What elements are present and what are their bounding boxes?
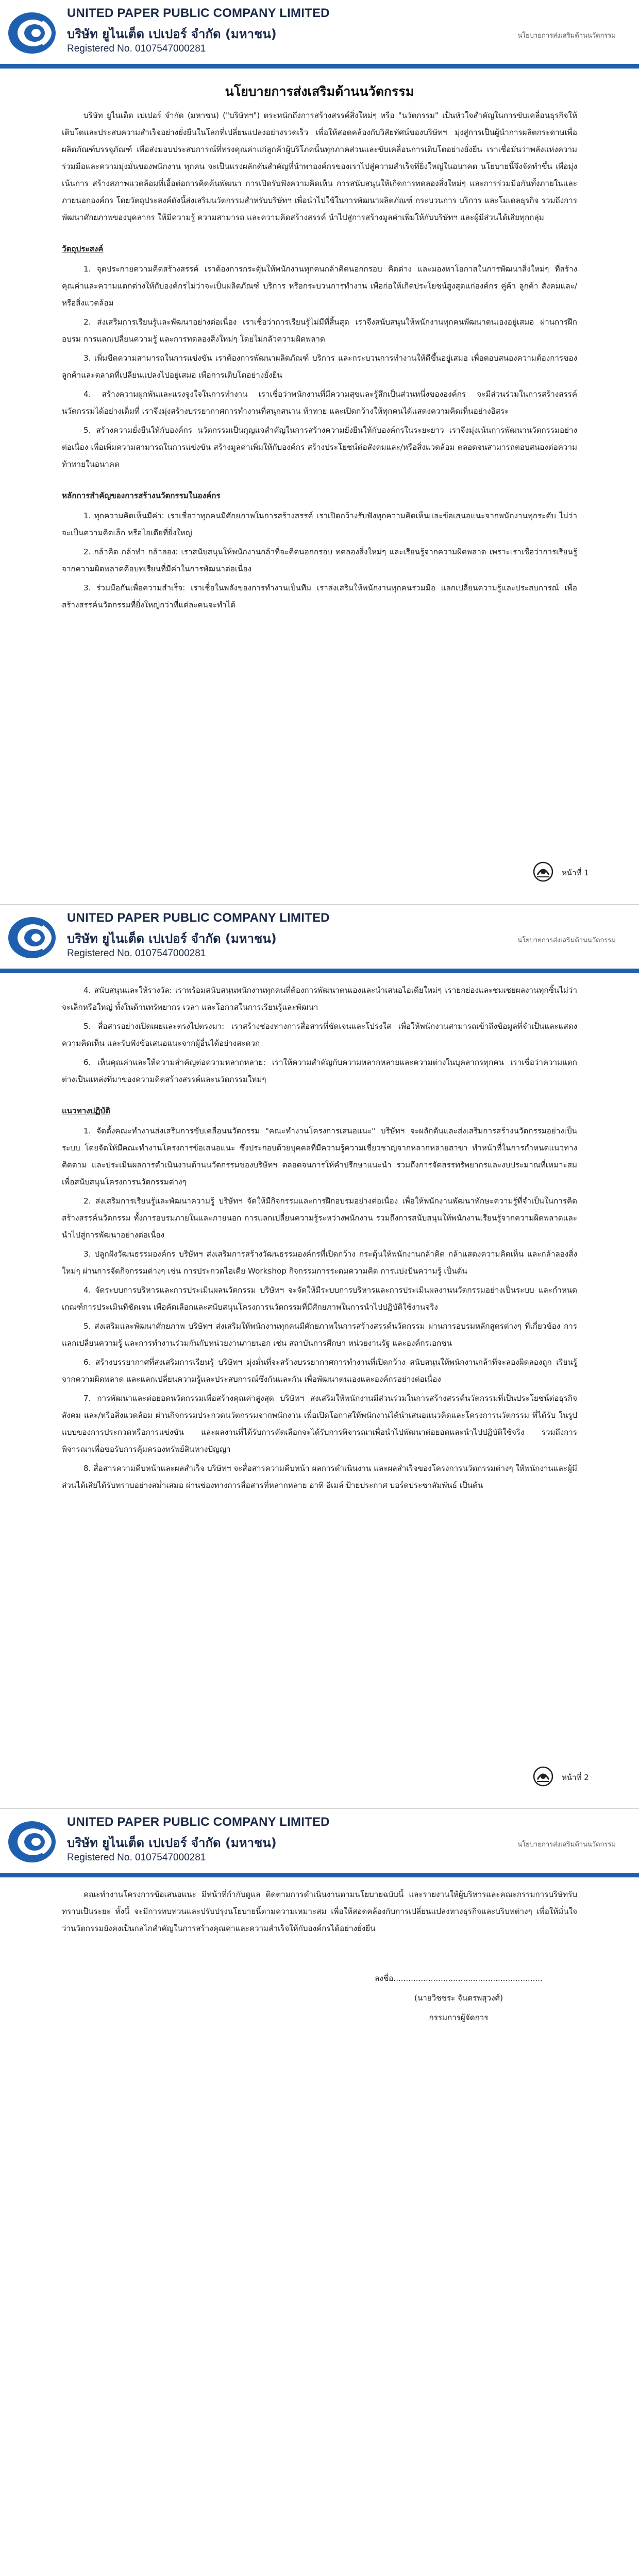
page-header: [0, 905, 639, 982]
principles-heading: หลักการสำคัญของการสร้างนวัตกรรมในองค์กร: [62, 491, 221, 500]
intro-paragraph: บริษัท ยูไนเต็ด เปเปอร์ จำกัด (มหาชน) ("บริษัทฯ") ตระหนักถึงการสร้างสรรค์สิ่งใหม่ๆ หรือ "นวัตกรรม" เป็นหัวใจสำคัญในการขับเคลื่อนธุรกิจให้เติบโตและประสบความสำเร็จอย่างยั่งยืนในโลกที่เปลี่ยนแปลงอย่างรวดเร็ว เพื่อให้สอดคล้องกับวิสัยทัศน์ของบริษัทฯ มุ่งสู่การเป็นผู้นำการผลิตกระดาษเพื่อผลิตภัณฑ์บรรจุภัณฑ์ เพื่อส่งมอบประสบการณ์ที่ทรงคุณค่าแก่ลูกค้าผู้บริโภคนั้นทุกภาคส่วนและขับเคลื่อนการเติบโตอย่างยั่งยืน เราเชื่อมั่นว่าพลังแห่งความร่วมมือและความมุ่งมั่นของพนักงาน ทุกคน จะเป็นแรงผลักดันสำคัญที่นำพาองค์กรของเราไปสู่ความสำเร็จที่ยิ่งใหญ่ในอนาคต นโยบายนี้จึงจัดทำขึ้น เพื่อมุ่งเน้นการ สร้างสภาพแวดล้อมที่เอื้อต่อการคิดค้นพัฒนา การเปิดรับฟังความคิดเห็น การสนับสนุนให้เกิดการทดลองสิ่งใหม่ๆ และการร่วมมือกันทั้งภายในและภายนอกองค์กร โดยวัตถุประสงค์ดังนี้ส่งเสริมนวัตกรรมสำหรับบริษัทฯ เพื่อนำไปใช้ในการพัฒนาผลิตภัณฑ์ กระบวนการ บริการ และโมเดลธุรกิจ รวมถึงการพัฒนาศักยภาพของบุคลากร ให้มีความรู้ ความสามารถ และความคิดสร้างสรรค์ นำไปสู่การสร้างมูลค่าเพิ่มให้กับบริษัทฯ และผู้มีส่วนได้เสียทุกกลุ่ม: [62, 111, 577, 222]
objectives-heading: วัตถุประสงค์: [62, 244, 104, 253]
principle-item: 5. สื่อสารอย่างเปิดเผยและตรงไปตรงมา: เราสร้างช่องทางการสื่อสารที่ชัดเจนและโปร่งใส เพื่อให้พนักงานสามารถเข้าถึงข้อมูลที่จำเป็นและแสดงความคิดเห็น และรับฟังข้อเสนอแนะจากผู้อื่นได้อย่างสะดวก: [62, 1022, 577, 1048]
objective-item: 3. เพิ่มขีดความสามารถในการแข่งขัน เราต้องการพัฒนาผลิตภัณฑ์ บริการ และกระบวนการทำงานให้ดีขึ้นอยู่เสมอ เพื่อตอบสนองความต้องการของลูกค้าและตลาดที่เปลี่ยนแปลงไปอยู่เสมอ เพื่อการเติบโตอย่างยั่งยืน: [62, 353, 577, 380]
guideline-item: 5. ส่งเสริมและพัฒนาศักยภาพ บริษัทฯ ส่งเสริมให้พนักงานทุกคนมีศักยภาพในการสร้างสรรค์นวัตกรรม ผ่านการอบรมหลักสูตรต่างๆ ที่เกี่ยวข้อง การแลกเปลี่ยนความรู้ และการทำงานร่วมกันกับหน่วยงานภายนอก เช่น สถาบันการศึกษา หน่วยงานรัฐ และองค์กรเอกชน: [62, 1321, 577, 1348]
document-title: นโยบายการส่งเสริมด้านนวัตกรรม: [225, 84, 414, 99]
company-name-en: UNITED PAPER PUBLIC COMPANY LIMITED: [67, 1815, 330, 1829]
principle-item: 4. สนับสนุนและให้รางวัล: เราพร้อมสนับสนุนพนักงานทุกคนที่ต้องการพัฒนาตนเองและนำเสนอไอเดียใหม่ๆ เรายกย่องและชมเชยผลงานทุกชิ้นไม่ว่าจะเล็กหรือใหญ่ ทั้งในด้านทรัพยากร เวลา และโอกาสในการเรียนรู้และพัฒนา: [62, 986, 577, 1012]
signatory-name: (นายวิชชระ จันตรพสุวงศ์): [414, 1993, 503, 2003]
guideline-item: 1. จัดตั้งคณะทำงานส่งเสริมการขับเคลื่อนนวัตกรรม "คณะทำงานโครงการเสนอแนะ" บริษัทฯ จะผลักดันและส่งเสริมการสร้างนวัตกรรมอย่างเป็นระบบ โดยจัดให้มีคณะทำงานโครงการข้อเสนอแนะ ซึ่งประกอบด้วยบุคคลที่มีความรู้ความเชี่ยวชาญจากหลากหลายสาขา ทำหน้าที่ในการกำหนดแนวทาง ติดตาม และประเมินผลการดำเนินงานด้านนวัตกรรมของบริษัทฯ ตลอดจนการให้คำปรึกษาแนะนำ รวมถึงการจัดสรรทรัพยากรและงบประมาณที่เหมาะสมเพื่อสนับสนุนโครงการนวัตกรรมต่างๆ: [62, 1126, 577, 1187]
principle-item: 6. เห็นคุณค่าและให้ความสำคัญต่อความหลากหลาย: เราให้ความสำคัญกับความหลากหลายและความต่างในบุคลากรทุกคน เราเชื่อว่าความแตกต่างเป็นแหล่งที่มาของความคิดสร้างสรรค์และนวัตกรรมใหม่ๆ: [62, 1058, 577, 1084]
guidelines-heading: แนวทางปฏิบัติ: [62, 1106, 110, 1115]
objective-item: 1. จุดประกายความคิดสร้างสรรค์ เราต้องการกระตุ้นให้พนักงานทุกคนกล้าคิดนอกกรอบ คิดต่าง และมองหาโอกาสในการพัฒนาสิ่งใหม่ๆ ที่สร้างคุณค่าและความแตกต่างให้กับองค์กรไม่ว่าจะเป็นผลิตภัณฑ์ บริการ หรือกระบวนการทำงาน เพื่อก่อให้เกิดประโยชน์สูงสุดแก่องค์กร คู่ค้า ลูกค้า สังคมและ/หรือสิ่งแวดล้อม: [62, 264, 577, 308]
header-rule: [0, 64, 639, 69]
registration-number: Registered No. 0107547000281: [67, 1852, 206, 1863]
company-name-th: บริษัท ยูไนเต็ด เปเปอร์ จำกัด (มหาชน): [67, 931, 277, 946]
header-doc-title: นโยบายการส่งเสริมด้านนวัตกรรม: [517, 937, 616, 944]
principle-item: 2. กล้าคิด กล้าทำ กล้าลอง: เราสนับสนุนให้พนักงานกล้าที่จะคิดนอกกรอบ ทดลองสิ่งใหม่ๆ และเรียนรู้จากความผิดพลาด เพราะเราเชื่อว่าการเรียนรู้จากความผิดพลาดคือบทเรียนที่มีค่าในการพัฒนาต่อเนื่อง: [62, 547, 577, 573]
registration-number: Registered No. 0107547000281: [67, 948, 206, 959]
page-footer: [533, 861, 610, 882]
guideline-item: 2. ส่งเสริมการเรียนรู้และพัฒนาความรู้ บริษัทฯ จัดให้มีกิจกรรมและการฝึกอบรมอย่างต่อเนื่อง เพื่อให้พนักงานพัฒนาทักษะความรู้ที่จำเป็นในการคิดสร้างสรรค์นวัตกรรม ทั้งการอบรมภายในและภายนอก การแลกเปลี่ยนความรู้ระหว่างพนักงาน รวมถึงการสนับสนุนให้พนักงานเรียนรู้จากความผิดพลาดและนำไปสู่การพัฒนาอย่างต่อเนื่อง: [62, 1196, 577, 1240]
header-doc-title: นโยบายการส่งเสริมด้านนวัตกรรม: [517, 1841, 616, 1849]
company-name-th: บริษัท ยูไนเต็ด เปเปอร์ จำกัด (มหาชน): [67, 1836, 277, 1850]
signature-block: [371, 1969, 546, 2027]
guideline-item: 6. สร้างบรรยากาศที่ส่งเสริมการเรียนรู้ บริษัทฯ มุ่งมั่นที่จะสร้างบรรยากาศการทำงานที่เปิดกว้าง สนับสนุนให้พนักงานกล้าที่จะลองผิดลองถูก เรียนรู้จากความผิดพลาด และแลกเปลี่ยนความรู้และประสบการณ์ซึ่งกันและกัน เพื่อพัฒนาตนเองและองค์กรอย่างต่อเนื่อง: [62, 1358, 577, 1384]
page-3: [0, 1808, 639, 2576]
page-1-body: [62, 107, 577, 616]
page-3-body: [62, 1886, 577, 1937]
company-name-en: UNITED PAPER PUBLIC COMPANY LIMITED: [67, 6, 330, 20]
company-logo: [6, 911, 64, 962]
registration-number: Registered No. 0107547000281: [67, 43, 206, 54]
principle-item: 1. ทุกความคิดเห็นมีค่า: เราเชื่อว่าทุกคนมีศักยภาพในการสร้างสรรค์ เราเปิดกว้างรับฟังทุกความคิดเห็นและข้อเสนอแนะจากพนักงานทุกระดับ ไม่ว่าจะเป็นความคิดเล็ก หรือไอเดียที่ยิ่งใหญ่: [62, 511, 577, 537]
principle-item: 3. ร่วมมือกันเพื่อความสำเร็จ: เราเชื่อในพลังของการทำงานเป็นทีม เราส่งเสริมให้พนักงานทุกคนร่วมมือ แลกเปลี่ยนความรู้และประสบการณ์ เพื่อสร้างสรรค์นวัตกรรมที่ยิ่งใหญ่กว่าที่แต่ละคนจะทำได้: [62, 583, 577, 609]
page-header: [0, 1809, 639, 1886]
header-rule: [0, 969, 639, 973]
guideline-item: 3. ปลูกฝังวัฒนธรรมองค์กร บริษัทฯ ส่งเสริมการสร้างวัฒนธรรมองค์กรที่เปิดกว้าง กระตุ้นให้พนักงานกล้าคิด กล้าแสดงความคิดเห็น และกล้าลองสิ่งใหม่ๆ ผ่านการจัดกิจกรรมต่างๆ เช่น การประกวดไอเดีย Workshop กิจกรรมการระดมความคิด การแบ่งปันความรู้ เป็นต้น: [62, 1249, 577, 1276]
objective-item: 5. สร้างความยั่งยืนให้กับองค์กร นวัตกรรมเป็นกุญแจสำคัญในการสร้างความยั่งยืนให้กับองค์กรในระยะยาว เราจึงมุ่งเน้นการพัฒนานวัตกรรมอย่างต่อเนื่อง เพื่อเพิ่มความสามารถในการแข่งขัน สร้างมูลค่าเพิ่มให้กับองค์กร สร้างประโยชน์ต่อสังคมและ/หรือสิ่งแวดล้อม ตลอดจนสามารถตอบสนองต่อความท้าทายในอนาคต: [62, 426, 577, 469]
company-logo: [6, 1815, 64, 1867]
signature-line: ลงชื่อ............................................................: [375, 1974, 543, 1983]
guideline-item: 8. สื่อสารความคืบหน้าและผลสำเร็จ บริษัทฯ จะสื่อสารความคืบหน้า ผลการดำเนินงาน และผลสำเร็จของโครงการนวัตกรรมต่างๆ ให้พนักงานและผู้มีส่วนได้เสียได้รับทราบอย่างสม่ำเสมอ ผ่านช่องทางการสื่อสารที่หลากหลาย อาทิ อีเมล์ ป้ายประกาศ บอร์ดประชาสัมพันธ์ เป็นต้น: [62, 1464, 577, 1490]
company-seal-icon: [533, 1766, 553, 1787]
page-2: [0, 904, 639, 1809]
signatory-position: กรรมการผู้จัดการ: [429, 2013, 489, 2022]
page-header: [0, 0, 639, 77]
header-rule: [0, 1873, 639, 1877]
closing-paragraph: คณะทำงานโครงการข้อเสนอแนะ มีหน้าที่กำกับดูแล ติดตามการดำเนินงานตามนโยบายฉบับนี้ และรายงานให้ผู้บริหารและคณะกรรมการบริษัทรับทราบเป็นระยะ ทั้งนี้ จะมีการทบทวนและปรับปรุงนโยบายนี้ตามความเหมาะสม เพื่อให้สอดคล้องกับการเปลี่ยนแปลงทางธุรกิจและบริบทต่างๆ เพื่อให้มั่นใจว่านวัตกรรมยังคงเป็นกลไกสำคัญในการสร้างคุณค่าและความสำเร็จให้กับองค์กรได้อย่างยั่งยืน: [62, 1890, 577, 1933]
page-number: หน้าที่ 1: [562, 868, 589, 877]
objective-item: 2. ส่งเสริมการเรียนรู้และพัฒนาอย่างต่อเนื่อง เราเชื่อว่าการเรียนรู้ไม่มีที่สิ้นสุด เราจึงสนับสนุนให้พนักงานทุกคนพัฒนาตนเองอยู่เสมอ ผ่านการฝึกอบรม การแลกเปลี่ยนความรู้ และการทดลองสิ่งใหม่ๆ โดยไม่กลัวความผิดพลาด: [62, 317, 577, 344]
header-doc-title: นโยบายการส่งเสริมด้านนวัตกรรม: [517, 32, 616, 40]
company-seal-icon: [533, 861, 553, 882]
company-logo: [6, 6, 64, 58]
page-1: [0, 0, 639, 904]
guideline-item: 7. การพัฒนาและต่อยอดนวัตกรรมเพื่อสร้างคุณค่าสูงสุด บริษัทฯ ส่งเสริมให้พนักงานมีส่วนร่วมในการสร้างสรรค์นวัตกรรมที่เป็นประโยชน์ต่อธุรกิจ สังคม และ/หรือสิ่งแวดล้อม ผ่านกิจกรรมประกวดนวัตกรรมจากพนักงาน เพื่อเปิดโอกาสให้พนักงานได้นำเสนอแนวคิดและโครงการนวัตกรรม ที่ได้รับ ในรูปแบบของการประกวดหรือการแข่งขัน และผลงานที่ได้รับการคัดเลือกจะได้รับการพิจารณาเพื่อนำไปพัฒนาต่อยอดและนำไปปฏิบัติใช้จริง รวมถึงการพิจารณาเพื่อขอรับการคุ้มครองทรัพย์สินทางปัญญา: [62, 1394, 577, 1454]
page-number: หน้าที่ 2: [562, 1773, 589, 1782]
page-2-body: [62, 982, 577, 1496]
company-name-en: UNITED PAPER PUBLIC COMPANY LIMITED: [67, 911, 330, 925]
objective-item: 4. สร้างความผูกพันและแรงจูงใจในการทำงาน เราเชื่อว่าพนักงานที่มีความสุขและรู้สึกเป็นส่วนหนึ่งขององค์กร จะมีส่วนร่วมในการสร้างสรรค์นวัตกรรมได้อย่างเต็มที่ เราจึงมุ่งสร้างบรรยากาศการทำงานที่สนุกสนาน ท้าทาย และเปิดกว้างให้ทุกคนได้แสดงความคิดเห็นอย่างอิสระ: [62, 389, 577, 416]
company-name-th: บริษัท ยูไนเต็ด เปเปอร์ จำกัด (มหาชน): [67, 27, 277, 41]
guideline-item: 4. จัดระบบการบริหารและการประเมินผลนวัตกรรม บริษัทฯ จะจัดให้มีระบบการบริหารและการประเมินผลงานนวัตกรรมอย่างเป็นระบบ และกำหนดเกณฑ์การประเมินที่ชัดเจน เพื่อคัดเลือกและสนับสนุนโครงการนวัตกรรมที่มีศักยภาพในการนำไปปฏิบัติใช้งานจริง: [62, 1285, 577, 1312]
page-footer: [533, 1766, 610, 1787]
